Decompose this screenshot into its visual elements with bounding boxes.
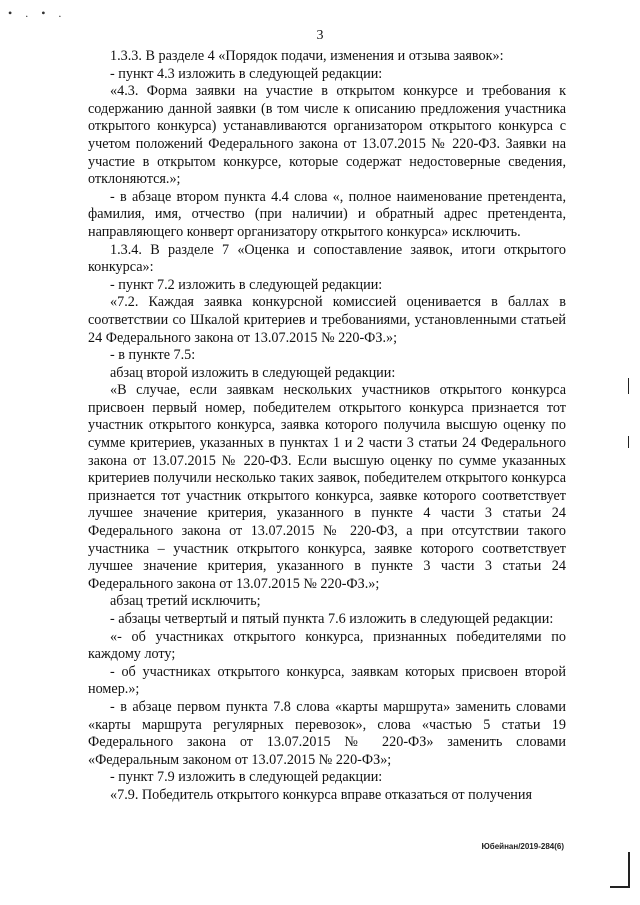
paragraph: - пункт 7.9 изложить в следующей редакции: bbox=[110, 769, 383, 786]
paragraph: «4.3. Форма заявки на участие в открытом конкурсе и требования к содержанию данной заявки (в том числе к описанию предложения участника открытого конкурса) устанавливаются организатором открытого конкурса с учетом положений Федерального закона от 13.07.2015 № 220-ФЗ. Заявки на участие в открытом конкурсе, которые содержат недостоверные сведения, отклоняются.»; bbox=[88, 83, 566, 188]
paragraph: абзац третий исключить; bbox=[110, 593, 261, 610]
paragraph: «В случае, если заявкам нескольких участников открытого конкурса присвоен первый номер, победителем открытого конкурса признается тот участник открытого конкурса, заявка которого получила высшую оценку по сумме критериев, указанных в пунктах 1 и 2 части 3 статьи 24 Федерального закона от 13.07.2015 № 220-ФЗ. Если высшую оценку по сумме указанных критериев получили несколько таких заявок, победителем открытого конкурса признается тот участник открытого конкурса, заявке которого соответствует лучшее значение критерия, указанного в пункте 4 части 3 статьи 24 Федерального закона от 13.07.2015 № 220-ФЗ, а при отсутствии такого участника – участник открытого конкурса, заявке которого соответствует лучшее значение критерия, указанного в пункте 3 части 3 статьи 24 Федерального закона от 13.07.2015 № 220-ФЗ.»; bbox=[88, 382, 566, 592]
scan-artifact-marks: • . • . bbox=[8, 6, 67, 20]
scan-edge-mark bbox=[628, 378, 629, 394]
scan-corner-mark bbox=[610, 886, 630, 888]
paragraph: - в абзаце втором пункта 4.4 слова «, полное наименование претендента, фамилия, имя, отчество (при наличии) и обратный адрес претендента, направляющего конверт организатору открытого конкурса» исключить. bbox=[88, 188, 566, 240]
paragraph: «7.9. Победитель открытого конкурса вправе отказаться от получения bbox=[110, 786, 532, 803]
paragraph: - об участниках открытого конкурса, заявкам которых присвоен второй номер.»; bbox=[88, 663, 566, 698]
paragraph: «- об участниках открытого конкурса, признанных победителями по каждому лоту; bbox=[88, 628, 566, 663]
paragraph: - пункт 4.3 изложить в следующей редакции: bbox=[110, 65, 383, 82]
scan-corner-mark bbox=[628, 852, 630, 888]
paragraph: «7.2. Каждая заявка конкурсной комиссией оценивается в баллах в соответствии со Шкалой критериев и требованиями, установленными статьей 24 Федерального закона от 13.07.2015 № 220-ФЗ.»; bbox=[88, 294, 566, 346]
paragraph: - в пункте 7.5: bbox=[110, 347, 196, 364]
paragraph: - пункт 7.2 изложить в следующей редакции: bbox=[110, 276, 383, 293]
page-number: 3 bbox=[316, 28, 324, 43]
document-reference-code: Юбейнан/2019-284(6) bbox=[481, 842, 564, 851]
document-body bbox=[88, 48, 566, 805]
paragraph: - абзацы четвертый и пятый пункта 7.6 изложить в следующей редакции: bbox=[110, 611, 554, 627]
paragraph: абзац второй изложить в следующей редакции: bbox=[110, 364, 396, 381]
scan-edge-mark bbox=[628, 436, 629, 448]
paragraph: - в абзаце первом пункта 7.8 слова «карты маршрута» заменить словами «карты маршрута регулярных перевозок», слова «частью 5 статьи 19 Федерального закона от 13.07.2015 № 220-ФЗ» заменить словами «Федеральным законом от 13.07.2015 № 220-ФЗ»; bbox=[88, 698, 566, 768]
paragraph: 1.3.4. В разделе 7 «Оценка и сопоставление заявок, итоги открытого конкурса»: bbox=[88, 241, 566, 276]
paragraph: 1.3.3. В разделе 4 «Порядок подачи, изменения и отзыва заявок»: bbox=[110, 48, 504, 64]
